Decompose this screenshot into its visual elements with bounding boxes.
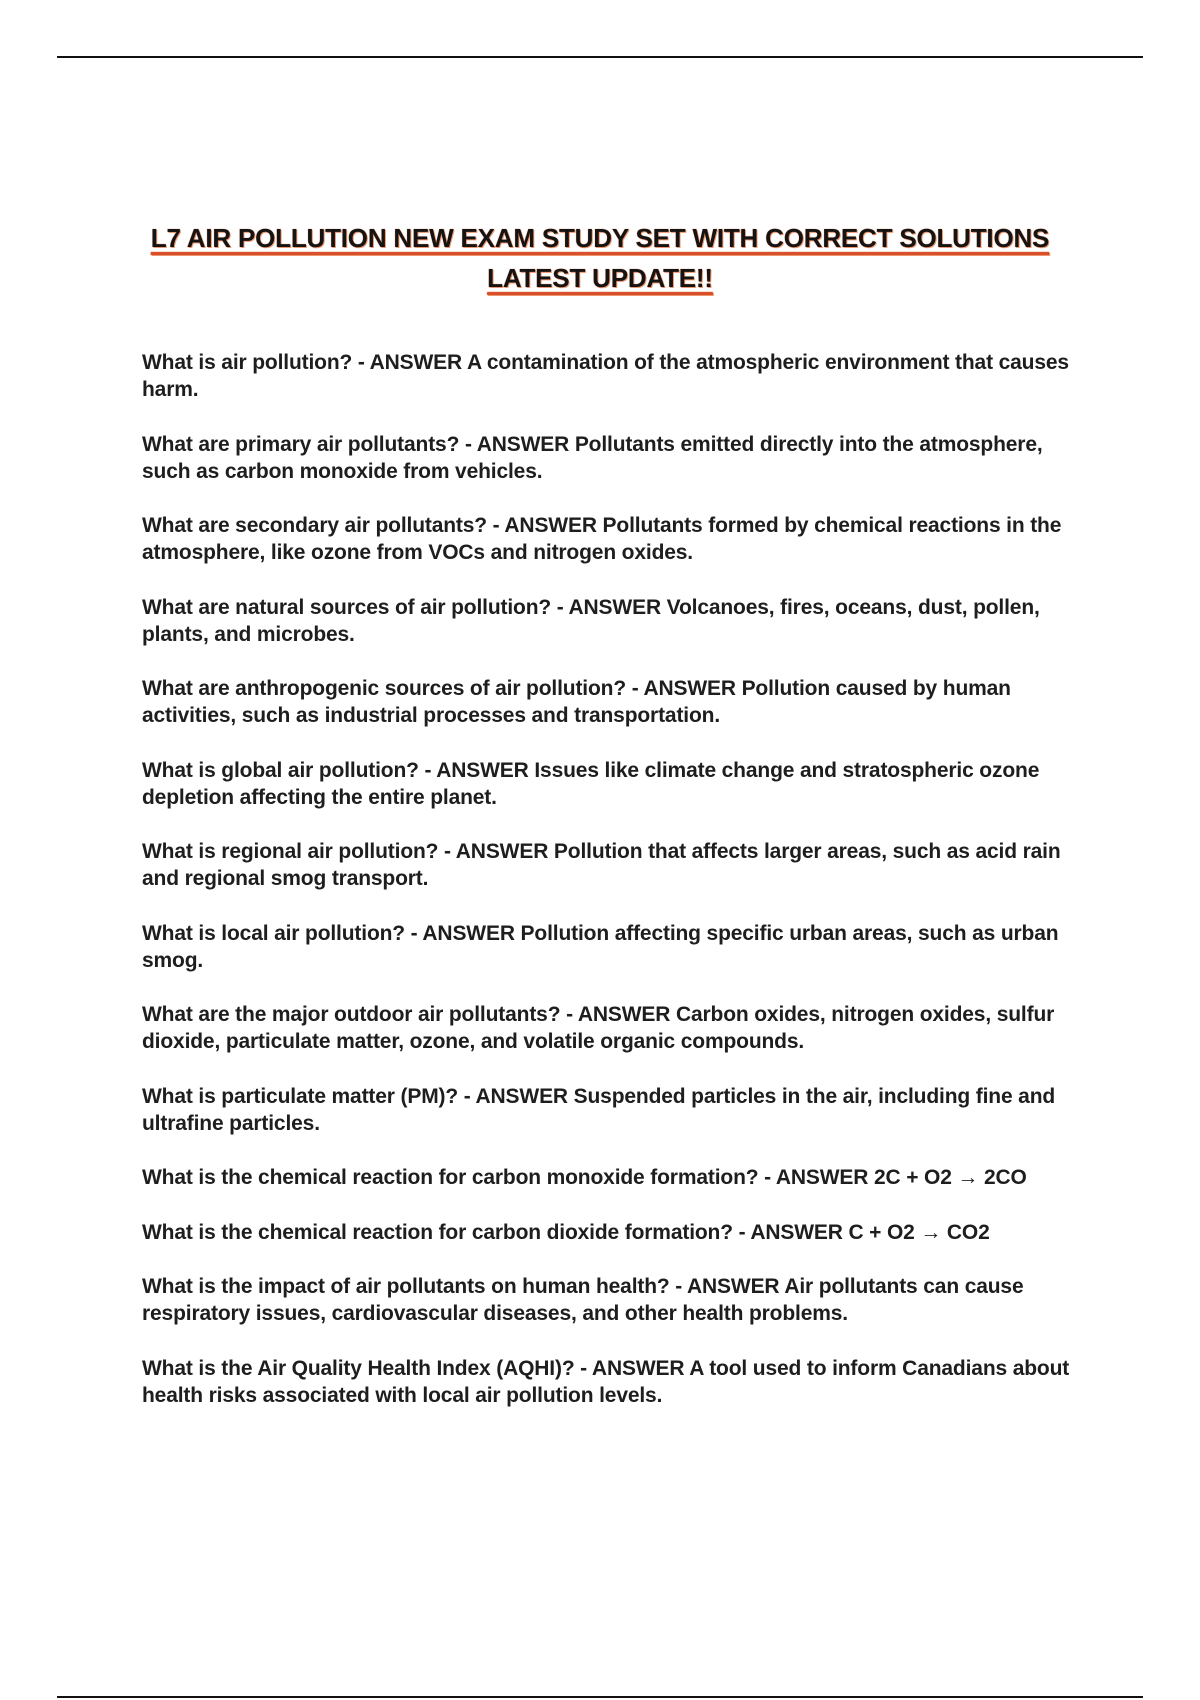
answer-separator: - ANSWER: [669, 1275, 785, 1298]
qa-item: [142, 1001, 1072, 1055]
answer: Pollutants formed by chemical reactions in the atmosphere, like ozone from VOCs and nitrogen oxides.: [142, 514, 1062, 564]
answer-separator: - ANSWER: [626, 677, 742, 700]
qa-item: [142, 1083, 1072, 1137]
qa-item: [142, 431, 1072, 485]
qa-list: [142, 349, 1072, 1436]
answer: Air pollutants can cause respiratory issues, cardiovascular diseases, and other health problems.: [142, 1275, 1024, 1325]
question: What are primary air pollutants?: [142, 432, 460, 456]
answer: Pollution caused by human activities, such as industrial processes and transportation.: [142, 677, 1011, 727]
answer-separator: - ANSWER: [458, 1084, 574, 1108]
qa-item: [142, 757, 1072, 811]
answer: Suspended particles in the air, including fine and ultrafine particles.: [142, 1084, 1056, 1135]
question: What is particulate matter (PM)?: [142, 1084, 459, 1108]
answer-separator: - ANSWER: [404, 921, 521, 945]
answer: Issues like climate change and stratospheric ozone depletion affecting the entire planet.: [142, 758, 1040, 809]
answer-separator: - ANSWER: [758, 1166, 874, 1189]
qa-item: [142, 594, 1072, 648]
answer-separator: - ANSWER: [732, 1220, 849, 1244]
answer-separator: - ANSWER: [574, 1356, 690, 1380]
question: What is the impact of air pollutants on human health?: [142, 1275, 670, 1298]
question: What is air pollution?: [142, 351, 353, 374]
question: What is global air pollution?: [142, 758, 419, 782]
answer-separator: - ANSWER: [352, 351, 467, 374]
answer: Pollution that affects larger areas, such as acid rain and regional smog transport.: [142, 840, 1061, 890]
question: What is local air pollution?: [142, 921, 405, 945]
answer: Volcanoes, fires, oceans, dust, pollen, plants, and microbes.: [142, 595, 1040, 646]
top-rule: [57, 56, 1143, 58]
qa-item: [142, 675, 1072, 729]
qa-item: [142, 1355, 1072, 1409]
answer-separator: - ANSWER: [438, 840, 554, 863]
page-title: L7 AIR POLLUTION NEW EXAM STUDY SET WITH CORRECT SOLUTIONS LATEST UPDATE!!: [150, 223, 1050, 293]
question: What are the major outdoor air pollutants?: [142, 1003, 561, 1026]
answer: 2C + O2 → 2CO: [874, 1166, 1027, 1189]
answer: A tool used to inform Canadians about health risks associated with local air pollution levels.: [142, 1356, 1070, 1407]
answer-separator: - ANSWER: [459, 432, 575, 456]
qa-item: [142, 920, 1072, 974]
question: What are anthropogenic sources of air pollution?: [142, 677, 627, 700]
bottom-rule: [57, 1696, 1143, 1698]
answer-separator: - ANSWER: [560, 1003, 676, 1026]
question: What is the chemical reaction for carbon monoxide formation?: [142, 1166, 759, 1189]
qa-item: [142, 512, 1072, 566]
answer-separator: - ANSWER: [551, 595, 667, 619]
qa-item: [142, 1273, 1072, 1327]
qa-item: [142, 838, 1072, 892]
question: What is the chemical reaction for carbon dioxide formation?: [142, 1220, 733, 1244]
question: What are secondary air pollutants?: [142, 514, 487, 537]
question: What are natural sources of air pollution?: [142, 595, 552, 619]
answer: Pollution affecting specific urban areas, such as urban smog.: [142, 921, 1059, 972]
answer: A contamination of the atmospheric environment that causes harm.: [142, 351, 1069, 401]
question: What is regional air pollution?: [142, 840, 439, 863]
answer: C + O2 → CO2: [848, 1220, 990, 1244]
answer-separator: - ANSWER: [418, 758, 535, 782]
answer: Pollutants emitted directly into the atmosphere, such as carbon monoxide from vehicles.: [142, 432, 1043, 483]
answer: Carbon oxides, nitrogen oxides, sulfur dioxide, particulate matter, ozone, and volatile organic compounds.: [142, 1003, 1055, 1053]
question: What is the Air Quality Health Index (AQHI)?: [142, 1356, 575, 1380]
qa-item: [142, 349, 1072, 403]
qa-item: [142, 1219, 1072, 1246]
answer-separator: - ANSWER: [486, 514, 603, 537]
qa-item: [142, 1164, 1072, 1191]
